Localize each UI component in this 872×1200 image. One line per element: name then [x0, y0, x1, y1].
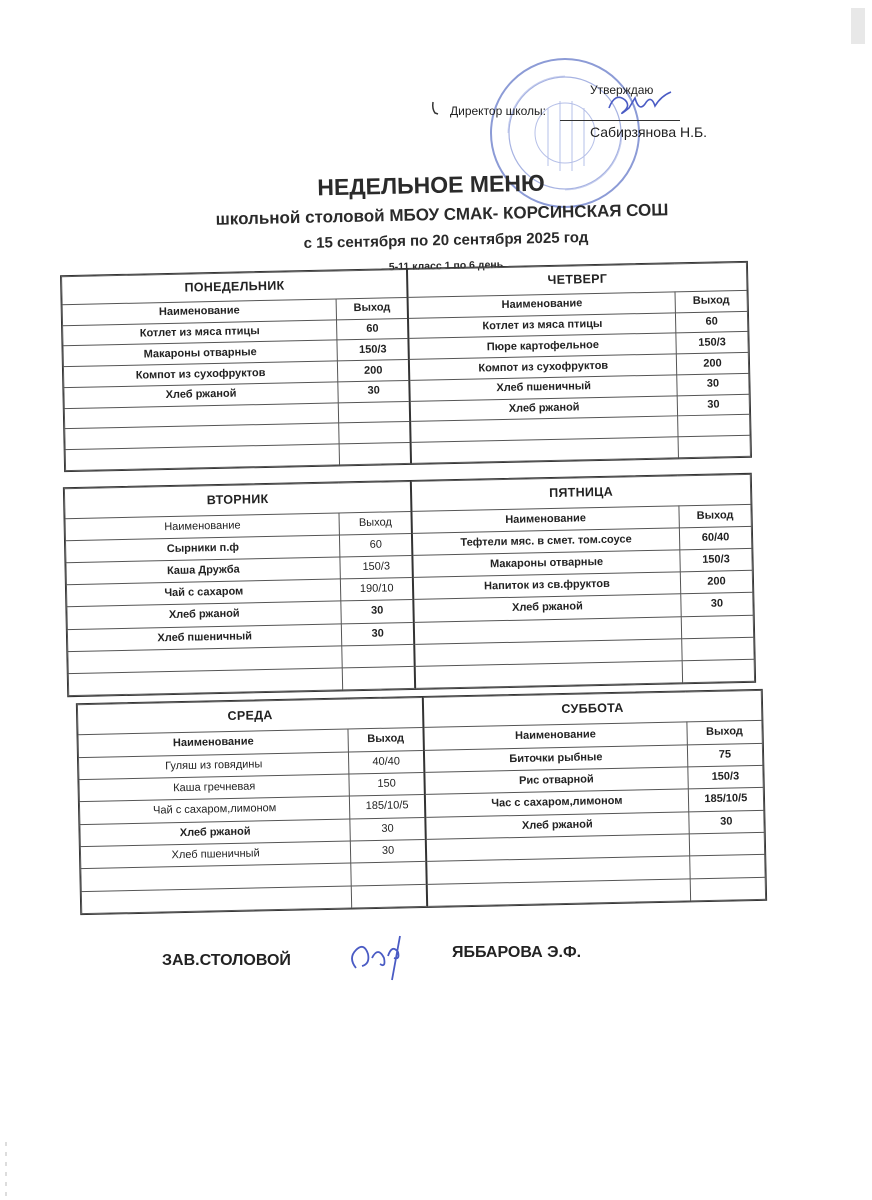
dish-name: Пюре картофельное — [409, 333, 677, 359]
dish-output: 30 — [341, 600, 413, 624]
dish-name — [427, 878, 691, 906]
column-header-output: Выход — [339, 511, 411, 535]
dish-output — [689, 855, 765, 879]
dish-output — [678, 415, 750, 437]
dish-output: 150/3 — [337, 339, 409, 361]
dish-name: Хлеб ржаной — [67, 601, 342, 629]
scan-edge-artifact — [2, 1140, 10, 1200]
dish-output: 150/3 — [688, 765, 764, 789]
dish-output: 185/10/5 — [688, 788, 764, 812]
dish-name: Хлеб ржаной — [413, 594, 681, 622]
dish-output — [339, 422, 411, 444]
director-signature — [605, 86, 675, 120]
dish-output: 185/10/5 — [350, 795, 426, 819]
dish-name: Хлеб ржаной — [80, 819, 351, 847]
menu-block-monday-thursday — [60, 261, 752, 472]
dish-output: 150/3 — [676, 332, 748, 354]
dish-output: 60 — [675, 311, 747, 333]
school-name: школьной столовой МБОУ СМАК- КОРСИНСКАЯ СОШ — [215, 200, 669, 229]
dish-output: 30 — [688, 810, 764, 834]
dish-name: Напиток из св.фруктов — [413, 572, 681, 600]
dish-name — [65, 444, 339, 471]
dish-output — [689, 832, 765, 856]
signature-line — [560, 120, 680, 121]
dish-output — [682, 659, 754, 683]
dish-output — [351, 884, 427, 908]
day-header-tuesday: ВТОРНИК — [64, 481, 411, 518]
column-header-output: Выход — [336, 297, 408, 319]
dish-output: 30 — [350, 817, 426, 841]
dish-name — [411, 437, 679, 463]
dish-name — [81, 886, 352, 914]
grade-range: 5-11 класс 1 по 6 день — [388, 258, 504, 274]
dish-output: 30 — [677, 394, 749, 416]
dish-name: Хлеб ржаной — [410, 395, 678, 421]
dish-name: Хлеб пшеничный — [80, 841, 351, 869]
dish-output: 60 — [337, 318, 409, 340]
dish-output — [339, 443, 411, 465]
dish-name: Чай с сахаром,лимоном — [79, 796, 350, 824]
dish-name: Рис отварной — [424, 767, 688, 795]
canteen-head-signature — [342, 928, 422, 986]
menu-block-tuesday-friday — [63, 473, 756, 697]
dish-output: 30 — [681, 593, 753, 617]
menu-block-wednesday-saturday — [76, 689, 767, 915]
column-header-output: Выход — [348, 728, 424, 752]
dish-output: 30 — [338, 380, 410, 402]
column-header-name: Наименование — [423, 722, 687, 750]
column-header-name: Наименование — [65, 513, 340, 541]
dish-name: Макароны отварные — [412, 550, 680, 578]
dish-name: Тефтели мяс. в смет. том.соусе — [412, 528, 680, 556]
column-header-output: Выход — [687, 721, 763, 745]
dish-output: 200 — [337, 360, 409, 382]
menu-period: с 15 сентября по 20 сентября 2025 год — [303, 229, 589, 252]
dish-name: Макароны отварные — [63, 340, 337, 366]
canteen-head-name: ЯББАРОВА Э.Ф. — [452, 944, 582, 961]
day-header-saturday: СУББОТА — [423, 690, 762, 727]
dish-output — [351, 862, 427, 886]
dish-output: 150/3 — [680, 548, 752, 572]
dish-output — [681, 615, 753, 639]
dish-name: Котлет из мяса птицы — [408, 313, 676, 339]
column-header-name: Наименование — [62, 299, 336, 325]
dish-name: Каша гречневая — [79, 774, 350, 802]
dish-output: 200 — [676, 353, 748, 375]
canteen-head-label: ЗАВ.СТОЛОВОЙ — [162, 952, 291, 969]
column-header-name: Наименование — [408, 292, 676, 318]
dish-name: Хлеб ржаной — [425, 811, 689, 839]
column-header-name: Наименование — [78, 729, 349, 757]
column-header-name: Наименование — [411, 506, 679, 534]
dish-output: 30 — [677, 373, 749, 395]
approval-word: Утверждаю — [590, 83, 654, 97]
dish-output: 150 — [349, 772, 425, 796]
column-header-output: Выход — [675, 290, 747, 312]
dish-output: 150/3 — [340, 556, 412, 580]
dish-output: 190/10 — [341, 578, 413, 602]
dish-output — [690, 877, 766, 901]
dish-name: Сырники п.ф — [65, 535, 340, 563]
dish-output: 30 — [342, 622, 414, 646]
dish-name — [68, 668, 343, 696]
dish-output: 200 — [680, 571, 752, 595]
dish-name: Час с сахаром,лимоном — [425, 789, 689, 817]
scan-edge-artifact — [851, 8, 865, 44]
dish-name — [415, 661, 683, 689]
dish-name: Котлет из мяса птицы — [63, 320, 337, 346]
dish-name: Компот из сухофруктов — [409, 354, 677, 380]
dish-name: Хлеб пшеничный — [67, 623, 342, 651]
dish-output — [682, 637, 754, 661]
check-mark-icon — [430, 99, 446, 117]
dish-name: Хлеб пшеничный — [410, 375, 678, 401]
dish-output: 75 — [687, 743, 763, 767]
dish-output: 40/40 — [349, 750, 425, 774]
day-header-thursday: ЧЕТВЕРГ — [407, 262, 747, 297]
dish-output — [338, 401, 410, 423]
dish-output — [678, 435, 750, 457]
dish-name: Биточки рыбные — [424, 744, 688, 772]
page-title: НЕДЕЛЬНОЕ МЕНЮ — [317, 169, 545, 201]
day-header-wednesday: СРЕДА — [77, 697, 423, 734]
dish-output — [343, 666, 415, 690]
dish-name: Компот из сухофруктов — [63, 361, 337, 387]
dish-name: Каша Дружба — [66, 557, 341, 585]
dish-name: Гуляш из говядины — [78, 752, 349, 780]
dish-output: 60 — [340, 533, 412, 557]
dish-output: 30 — [350, 839, 426, 863]
director-name: Сабирзянова Н.Б. — [590, 124, 708, 140]
dish-name: Хлеб ржаной — [64, 382, 338, 408]
director-label: Директор школы: — [450, 104, 546, 118]
day-header-friday: ПЯТНИЦА — [411, 474, 751, 511]
dish-output — [342, 644, 414, 668]
dish-name: Чай с сахаром — [66, 579, 341, 607]
column-header-output: Выход — [679, 504, 751, 528]
day-header-monday: ПОНЕДЕЛЬНИК — [62, 269, 408, 304]
dish-output: 60/40 — [679, 526, 751, 550]
